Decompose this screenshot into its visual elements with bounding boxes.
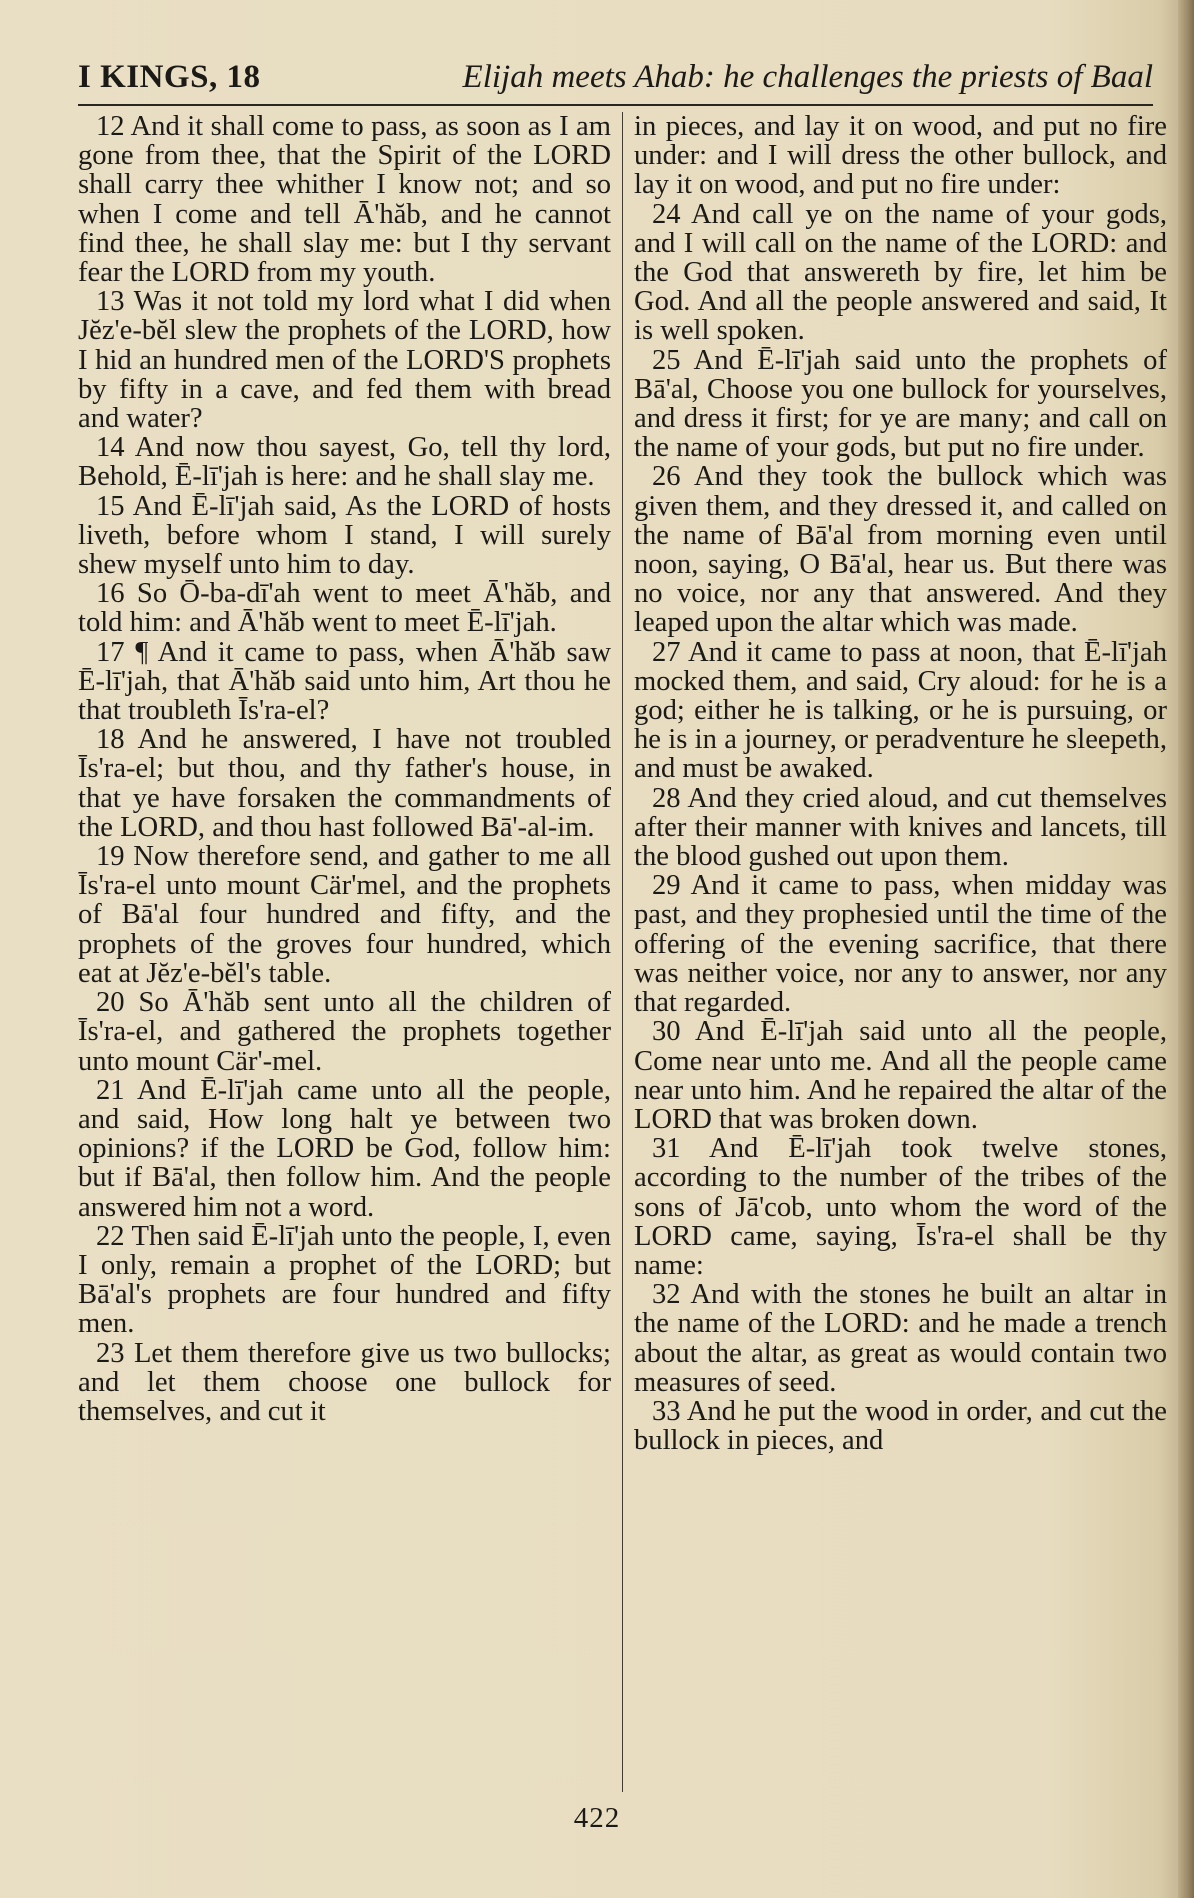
verse	[78, 842, 611, 988]
verse-text: And with the stones he built an altar in the name of the LORD: and he made a trench about the altar, as great as would contain two measures of seed.	[634, 1279, 1167, 1398]
right-column	[634, 112, 1167, 1792]
verse-text: Then said Ē-lī'jah unto the people, I, even I only, remain a prophet of the LORD; but Bā'al's prophets are four hundred and fifty men.	[78, 1220, 611, 1340]
verse	[634, 346, 1167, 463]
verse-number: 21	[96, 1074, 125, 1106]
verse-number: 22	[96, 1220, 125, 1252]
verse-number: 14	[96, 432, 125, 464]
verse	[634, 871, 1167, 1017]
verse	[78, 725, 611, 842]
verse-number: 13	[96, 286, 125, 318]
verse-number: 26	[652, 461, 681, 493]
verse-text: And Ē-lī'jah said, As the LORD of hosts liveth, before whom I stand, I will surely shew myself unto him to day.	[78, 490, 611, 581]
verse	[78, 638, 611, 726]
verse	[634, 1280, 1167, 1397]
verse	[78, 1222, 611, 1339]
verse-number: 32	[652, 1279, 681, 1311]
verse-text: And he put the wood in order, and cut the bullock in pieces, and	[634, 1395, 1167, 1457]
header-rule	[78, 104, 1153, 106]
verse	[78, 1339, 611, 1427]
verse-number: 24	[652, 198, 681, 230]
verse-text: And Ē-lī'jah said unto the prophets of Bā'al, Choose you one bullock for yourselves, and dress it first; for ye are many; and call on the name of your gods, but put no fire under.	[634, 344, 1167, 464]
verse-text: And Ē-lī'jah came unto all the people, and said, How long halt ye between two opinions? if the LORD be God, follow him: but if Bā'al, then follow him. And the people answered him not a word.	[78, 1074, 611, 1223]
verse-number: 27	[652, 636, 681, 668]
verse-number: 29	[652, 870, 681, 902]
verse-text: And now thou sayest, Go, tell thy lord, Behold, Ē-lī'jah is here: and he shall slay me.	[78, 432, 611, 493]
verse-text: And call ye on the name of your gods, and I will call on the name of the LORD: and the God that answereth by fire, let him be God. And all the people answered and said, It is well spoken.	[634, 198, 1167, 347]
verse	[78, 579, 611, 637]
verse	[78, 112, 611, 287]
verse-number: 30	[652, 1016, 681, 1048]
page-number: 422	[573, 1802, 621, 1834]
verse-number: 12	[96, 112, 125, 142]
verse-number: 28	[652, 782, 681, 814]
verse-number: 15	[96, 490, 125, 522]
verse	[634, 200, 1167, 346]
verse-text: And they cried aloud, and cut themselves after their manner with knives and lancets, till the blood gushed out upon them.	[634, 782, 1167, 873]
verse-text: So Ā'hăb sent unto all the children of Īs'ra-el, and gathered the prophets together unto mount Cär'-mel.	[78, 987, 611, 1077]
verse-text: Now therefore send, and gather to me all Īs'ra-el unto mount Cär'mel, and the prophets of Bā'al four hundred and fifty, and the prophets of the groves four hundred, which eat at Jĕz'e-bĕl's table.	[78, 841, 611, 989]
verse-text: And it shall come to pass, as soon as I am gone from thee, that the Spirit of the LORD shall carry thee whither I know not; and so when I come and tell Ā'hăb, and he cannot find thee, he shall slay me: but I thy servant fear the LORD from my youth.	[78, 112, 611, 289]
verse	[78, 1076, 611, 1222]
verse	[78, 433, 611, 491]
verse-number: 33	[652, 1395, 681, 1427]
verse-text: So Ō-ba-dī'ah went to meet Ā'hăb, and told him: and Ā'hăb went to meet Ē-lī'jah.	[78, 578, 611, 639]
running-head: I KINGS, 18	[78, 59, 261, 95]
verse	[634, 1134, 1167, 1280]
verse-text: And it came to pass at noon, that Ē-lī'jah mocked them, and said, Cry aloud: for he is a god; either he is talking, or he is pursuing, or he is in a journey, or peradventure he sleepeth, and must be awaked.	[634, 636, 1167, 785]
verse	[78, 988, 611, 1076]
verse-number: 31	[652, 1133, 681, 1165]
verse	[634, 638, 1167, 784]
verse-text: And it came to pass, when midday was past, and they prophesied until the time of the offering of the evening sacrifice, that there was neither voice, nor any to answer, nor any that regarded.	[634, 870, 1167, 1019]
verse-text: And he answered, I have not troubled Īs'ra-el; but thou, and thy father's house, in that ye have forsaken the commandments of the LORD, and thou hast followed Bā'-al-im.	[78, 724, 611, 843]
verse	[634, 784, 1167, 872]
verse	[634, 462, 1167, 637]
verse-number: 16	[96, 578, 125, 610]
verse-number: 20	[96, 987, 125, 1019]
verse-number: 18	[96, 724, 125, 756]
verse	[634, 1397, 1167, 1455]
verse-text: And Ē-lī'jah said unto all the people, Come near unto me. And all the people came near unto him. And he repaired the altar of the LORD that was broken down.	[634, 1016, 1167, 1135]
verse-text: Let them therefore give us two bullocks; and let them choose one bullock for themselves, and cut it	[78, 1337, 611, 1427]
page-header	[78, 52, 1153, 102]
verse-number: 23	[96, 1337, 125, 1369]
verse	[634, 1017, 1167, 1134]
verse-text: And Ē-lī'jah took twelve stones, according to the number of the tribes of the sons of Jā'cob, unto whom the word of the LORD came, saying, Īs'ra-el shall be thy name:	[634, 1133, 1167, 1281]
verse-text: Was it not told my lord what I did when Jĕz'e-bĕl slew the prophets of the LORD, how I hid an hundred men of the LORD'S prophets by fifty in a cave, and fed them with bread and water?	[78, 286, 611, 435]
verse-number: 17	[96, 636, 125, 668]
verse	[634, 112, 1167, 200]
left-column	[78, 112, 611, 1792]
column-divider	[622, 112, 623, 1792]
page-edge	[1178, 0, 1194, 1898]
header-summary: Elijah meets Ahab: he challenges the priests of Baal	[462, 59, 1153, 95]
verse-text: in pieces, and lay it on wood, and put no fire under: and I will dress the other bullock, and lay it on wood, and put no fire under:	[634, 112, 1167, 201]
verse	[78, 287, 611, 433]
verse-text: ¶ And it came to pass, when Ā'hăb saw Ē-lī'jah, that Ā'hăb said unto him, Art thou he that troubleth Īs'ra-el?	[78, 636, 611, 727]
verse	[78, 492, 611, 580]
verse-text: And they took the bullock which was given them, and they dressed it, and called on the name of Bā'al from morning even until noon, saying, O Bā'al, hear us. But there was no voice, nor any that answered. And they leaped upon the altar which was made.	[634, 461, 1167, 639]
verse-number: 25	[652, 344, 681, 376]
verse-number: 19	[96, 841, 125, 873]
